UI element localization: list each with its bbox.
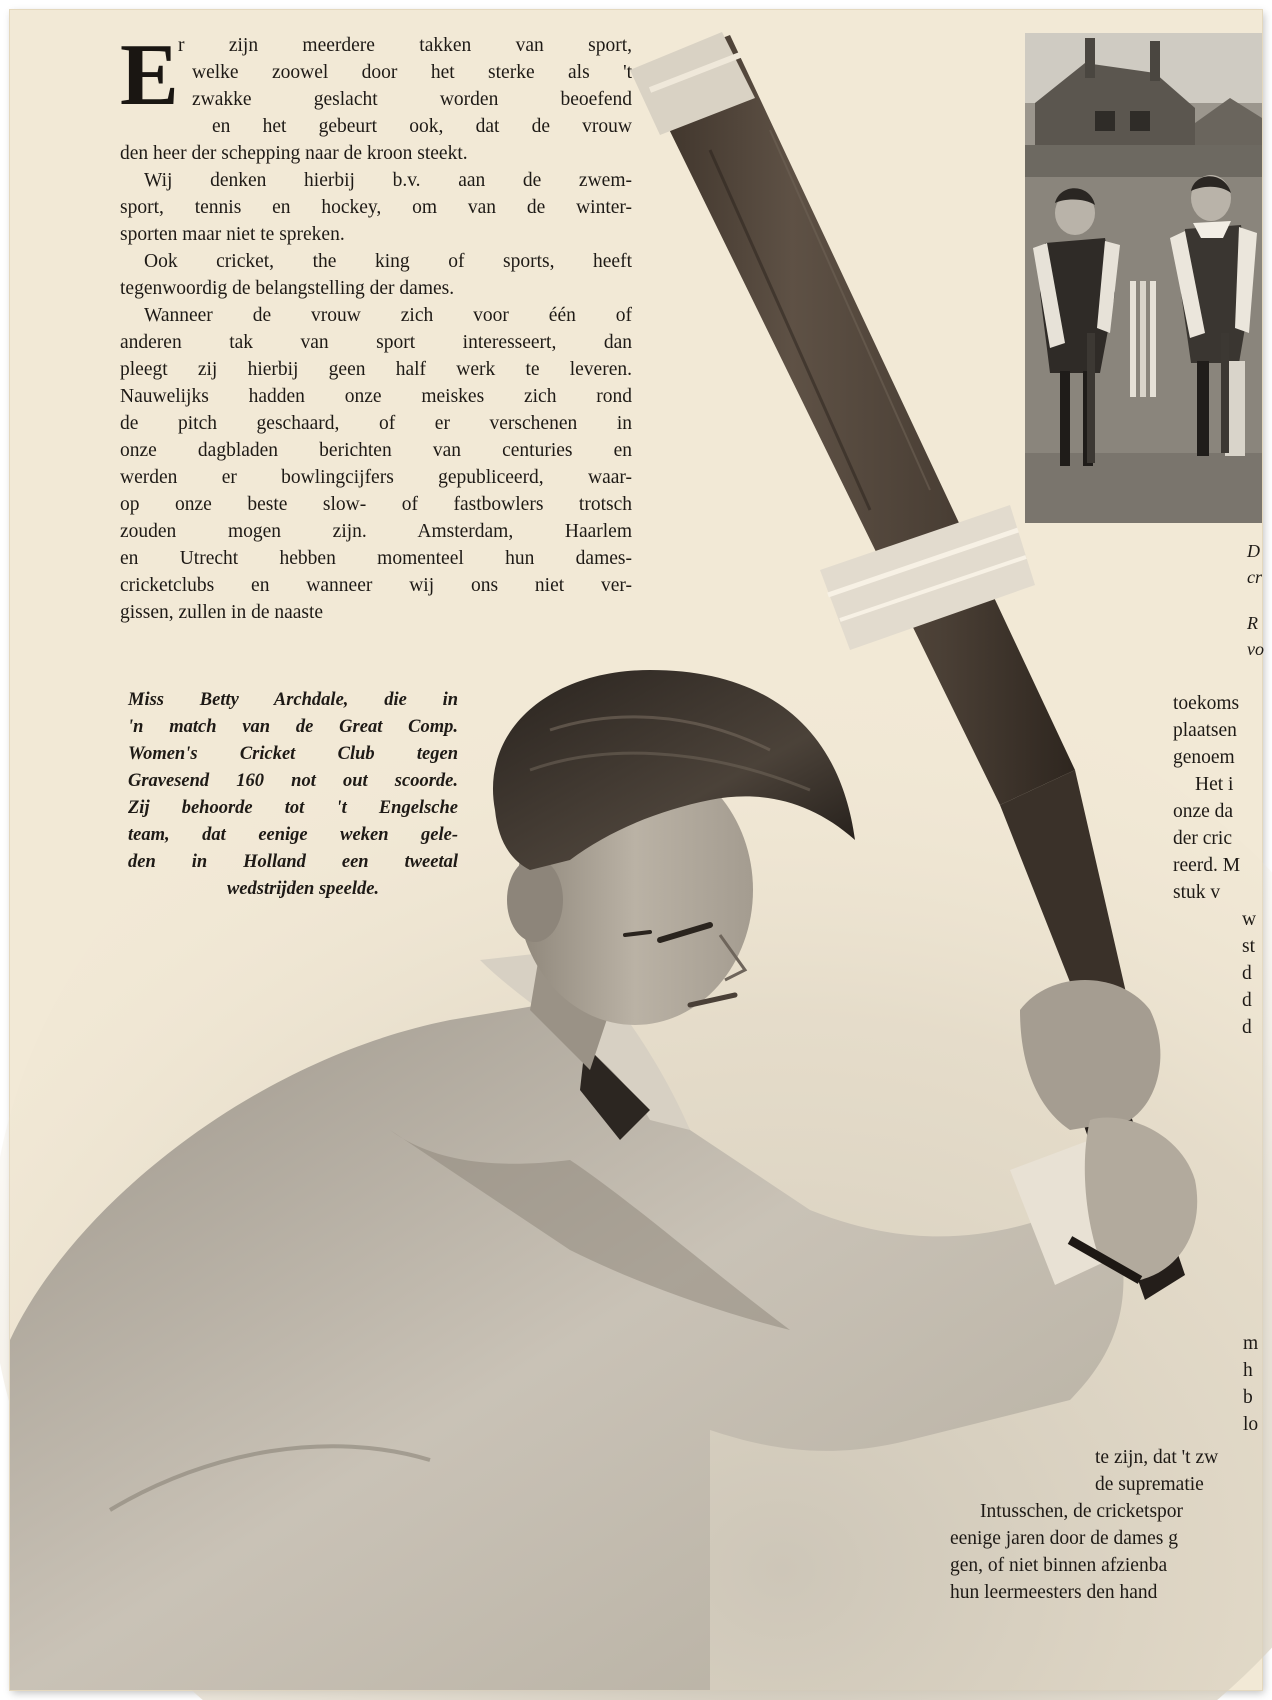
caption-line: team, dat eenige weken gele- <box>128 825 458 845</box>
article-line: onze dagbladen berichten van centuries en <box>120 440 632 461</box>
right-line: genoem <box>1173 747 1235 768</box>
article-line: tegenwoordig de belangstelling der dames. <box>120 278 455 299</box>
right-line: der cric <box>1173 828 1232 849</box>
right-line: Het i <box>1195 774 1234 795</box>
right-line: d <box>1242 963 1252 984</box>
caption-fragment: cr <box>1247 567 1262 587</box>
right-line: Intusschen, de cricketspor <box>980 1501 1184 1522</box>
article-line: cricketclubs en wanneer wij ons niet ver- <box>120 575 632 596</box>
article-line: welke zoowel door het sterke als 't <box>192 62 632 83</box>
right-line: h <box>1243 1360 1253 1381</box>
right-line: te zijn, dat 't zw <box>1095 1447 1219 1468</box>
article-line: werden er bowlingcijfers gepubliceerd, waar- <box>120 467 632 488</box>
right-line: de supre​matie <box>1095 1474 1204 1495</box>
magazine-page <box>10 10 1262 1690</box>
right-line: reerd. M <box>1173 855 1241 876</box>
article-line: op onze beste slow- of fastbowlers trotsch <box>120 494 632 515</box>
article-line: zwakke geslacht worden beoefend <box>192 89 632 110</box>
caption-line: Zij behoorde tot 't Engelsche <box>128 798 458 818</box>
right-line: hun leermeesters den hand <box>950 1582 1158 1603</box>
article-line: Wij denken hierbij b.v. aan de zwem- <box>144 170 632 191</box>
article-line: den heer der schepping naar de kroon steekt. <box>120 143 468 164</box>
article-line: de pitch geschaard, of er verschenen in <box>120 413 632 434</box>
caption-line: Miss Betty Archdale, die in <box>128 690 458 710</box>
caption-line: Gravesend 160 not out scoorde. <box>128 771 458 791</box>
right-line: d <box>1242 1017 1252 1038</box>
right-line: plaatsen <box>1173 720 1237 741</box>
article-line: r zijn meerdere takken van sport, <box>178 35 632 56</box>
article-line: anderen tak van sport interesseert, dan <box>120 332 632 353</box>
right-line: d <box>1242 990 1252 1011</box>
article-line: zouden mogen zijn. Amsterdam, Haarlem <box>120 521 632 542</box>
article-line: en het gebeurt ook, dat de vrouw <box>212 116 632 137</box>
article-line: sport, tennis en hockey, om van de winter- <box>120 197 632 218</box>
right-line: onze da <box>1173 801 1234 822</box>
article-line: sporten maar niet te spreken. <box>120 224 345 245</box>
right-line: m <box>1243 1333 1259 1354</box>
article-line: Ook cricket, the king of sports, heeft <box>144 251 632 272</box>
right-line: w <box>1242 909 1257 930</box>
article-line: Nauwelijks hadden onze meiskes zich rond <box>120 386 632 407</box>
right-line: gen, of niet binnen afzienba <box>950 1555 1168 1576</box>
small-photograph-two-players <box>1025 33 1262 523</box>
caption-line: wedstrijden speelde. <box>226 879 380 899</box>
right-line: toekoms <box>1173 693 1240 714</box>
right-line: b <box>1243 1387 1253 1408</box>
article-line: gissen, zullen in de naaste <box>120 602 324 623</box>
photo-caption <box>128 688 458 904</box>
caption-fragment: vo <box>1247 639 1264 659</box>
caption-line: 'n match van de Great Comp. <box>128 717 458 737</box>
caption-fragment: R <box>1247 613 1258 633</box>
right-line: lo <box>1243 1414 1259 1435</box>
right-line: eenige jaren door de dames g <box>950 1528 1178 1549</box>
article-line: Wanneer de vrouw zich voor één of <box>144 305 632 326</box>
right-line: stuk v <box>1173 882 1221 903</box>
article-line: pleegt zij hierbij geen half werk te leveren. <box>120 359 632 380</box>
caption-fragment: D <box>1247 541 1260 561</box>
article-line: en Utrecht hebben momenteel hun dames- <box>120 548 632 569</box>
right-line: st <box>1242 936 1256 957</box>
caption-line: Women's Cricket Club tegen <box>128 744 458 764</box>
drop-cap: E <box>120 27 179 124</box>
article-text <box>120 27 632 626</box>
caption-line: den in Holland een tweetal <box>128 852 458 872</box>
